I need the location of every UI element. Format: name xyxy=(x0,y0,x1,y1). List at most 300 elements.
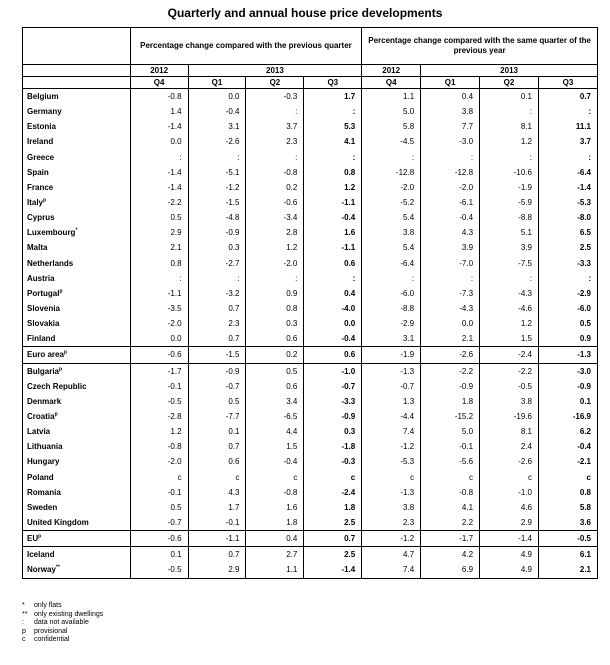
value-cell: 0.0 xyxy=(188,89,246,105)
value-cell: -0.1 xyxy=(188,515,246,531)
value-cell: 2.9 xyxy=(130,225,188,240)
value-cell: -0.7 xyxy=(130,515,188,531)
value-cell: -5.3 xyxy=(362,454,421,469)
value-cell: -1.0 xyxy=(480,485,539,500)
value-cell: 0.5 xyxy=(188,394,246,409)
value-cell: -0.9 xyxy=(538,379,597,394)
value-cell: -4.4 xyxy=(362,409,421,424)
value-cell: 7.7 xyxy=(421,119,480,134)
value-cell: 3.9 xyxy=(421,240,480,255)
value-cell: 3.1 xyxy=(362,331,421,347)
value-cell: 4.1 xyxy=(421,500,480,515)
value-cell: -2.8 xyxy=(130,409,188,424)
value-cell: : xyxy=(480,271,539,286)
value-cell: 2.5 xyxy=(304,515,362,531)
value-cell: -0.3 xyxy=(304,454,362,469)
value-cell: 0.6 xyxy=(188,454,246,469)
year-header: 2012 xyxy=(130,65,188,77)
table-row xyxy=(23,531,598,547)
quarter-header: Q1 xyxy=(421,77,480,89)
value-cell: -0.8 xyxy=(130,439,188,454)
table-row xyxy=(23,256,598,271)
country-name: Czech Republic xyxy=(23,379,131,394)
value-cell: -1.2 xyxy=(362,531,421,547)
value-cell: -2.9 xyxy=(538,286,597,301)
value-cell: c xyxy=(304,470,362,485)
value-cell: -3.0 xyxy=(421,134,480,149)
table-row xyxy=(23,424,598,439)
value-cell: -0.1 xyxy=(130,485,188,500)
value-cell: -1.0 xyxy=(304,363,362,379)
value-cell: -0.7 xyxy=(188,379,246,394)
value-cell: 0.7 xyxy=(304,531,362,547)
value-cell: -0.4 xyxy=(188,104,246,119)
country-name: Cyprus xyxy=(23,210,131,225)
value-cell: : xyxy=(538,150,597,165)
value-cell: 3.7 xyxy=(538,134,597,149)
value-cell: 4.4 xyxy=(246,424,304,439)
value-cell: 0.5 xyxy=(246,363,304,379)
value-cell: 3.8 xyxy=(421,104,480,119)
value-cell: -1.4 xyxy=(130,119,188,134)
value-cell: : xyxy=(304,150,362,165)
value-cell: : xyxy=(304,271,362,286)
value-cell: -1.4 xyxy=(538,180,597,195)
value-cell: -4.3 xyxy=(421,301,480,316)
table-row xyxy=(23,165,598,180)
value-cell: -0.6 xyxy=(130,531,188,547)
value-cell: -2.0 xyxy=(362,180,421,195)
value-cell: c xyxy=(246,470,304,485)
value-cell: 1.1 xyxy=(362,89,421,105)
value-cell: -1.4 xyxy=(304,562,362,578)
value-cell: 0.6 xyxy=(246,379,304,394)
value-cell: 3.9 xyxy=(480,240,539,255)
country-name: Poland xyxy=(23,470,131,485)
value-cell: : xyxy=(362,150,421,165)
country-name: Finland xyxy=(23,331,131,347)
value-cell: -0.5 xyxy=(130,562,188,578)
table-row xyxy=(23,180,598,195)
country-name: United Kingdom xyxy=(23,515,131,531)
value-cell: 6.1 xyxy=(538,547,597,563)
value-cell: 4.1 xyxy=(304,134,362,149)
value-cell: -0.6 xyxy=(130,347,188,363)
value-cell: 5.4 xyxy=(362,210,421,225)
value-cell: -0.4 xyxy=(304,331,362,347)
value-cell: -0.1 xyxy=(421,439,480,454)
value-cell: -4.6 xyxy=(480,301,539,316)
value-cell: : xyxy=(480,104,539,119)
value-cell: -0.9 xyxy=(188,225,246,240)
value-cell: : xyxy=(188,271,246,286)
value-cell: -0.8 xyxy=(246,485,304,500)
value-cell: 0.0 xyxy=(130,331,188,347)
country-name: Croatia$^p$ xyxy=(23,409,131,424)
value-cell: -1.1 xyxy=(304,240,362,255)
quarter-header: Q4 xyxy=(130,77,188,89)
value-cell: 6.9 xyxy=(421,562,480,578)
value-cell: -0.4 xyxy=(304,210,362,225)
value-cell: -2.7 xyxy=(188,256,246,271)
value-cell: -7.7 xyxy=(188,409,246,424)
value-cell: 0.4 xyxy=(421,89,480,105)
house-price-table xyxy=(22,27,598,579)
quarter-header: Q3 xyxy=(304,77,362,89)
value-cell: 1.2 xyxy=(246,240,304,255)
value-cell: -1.9 xyxy=(480,180,539,195)
value-cell: -1.3 xyxy=(362,485,421,500)
group-header-previous-quarter: Percentage change compared with the previous quarter xyxy=(130,28,362,65)
value-cell: -7.3 xyxy=(421,286,480,301)
quarter-header: Q3 xyxy=(538,77,597,89)
corner-cell xyxy=(23,28,131,65)
value-cell: -5.9 xyxy=(480,195,539,210)
value-cell: -2.6 xyxy=(421,347,480,363)
value-cell: 2.1 xyxy=(130,240,188,255)
table-row xyxy=(23,547,598,563)
value-cell: 3.4 xyxy=(246,394,304,409)
table-row xyxy=(23,301,598,316)
value-cell: -0.1 xyxy=(130,379,188,394)
value-cell: 0.3 xyxy=(246,316,304,331)
footnote: c confidential xyxy=(22,636,70,643)
value-cell: -2.2 xyxy=(480,363,539,379)
value-cell: -1.3 xyxy=(538,347,597,363)
value-cell: -1.2 xyxy=(188,180,246,195)
table-row xyxy=(23,286,598,301)
country-name: Malta xyxy=(23,240,131,255)
value-cell: -0.5 xyxy=(130,394,188,409)
value-cell: 4.3 xyxy=(188,485,246,500)
value-cell: 0.5 xyxy=(538,316,597,331)
value-cell: 2.1 xyxy=(538,562,597,578)
country-name: France xyxy=(23,180,131,195)
country-name: Austria xyxy=(23,271,131,286)
value-cell: -12.8 xyxy=(421,165,480,180)
value-cell: -0.5 xyxy=(480,379,539,394)
value-cell: -5.3 xyxy=(538,195,597,210)
table-row xyxy=(23,347,598,363)
value-cell: -0.5 xyxy=(538,531,597,547)
country-name: Greece xyxy=(23,150,131,165)
country-name: Bulgaria$^p$ xyxy=(23,363,131,379)
value-cell: 1.2 xyxy=(304,180,362,195)
country-name: Iceland xyxy=(23,547,131,563)
table-row xyxy=(23,331,598,347)
table-row xyxy=(23,271,598,286)
value-cell: 2.3 xyxy=(188,316,246,331)
value-cell: -1.7 xyxy=(421,531,480,547)
value-cell: 0.2 xyxy=(246,347,304,363)
value-cell: 0.3 xyxy=(304,424,362,439)
value-cell: 0.7 xyxy=(538,89,597,105)
country-name: Luxembourg* xyxy=(23,225,131,240)
year-header: 2012 xyxy=(362,65,421,77)
value-cell: c xyxy=(538,470,597,485)
value-cell: 3.6 xyxy=(538,515,597,531)
value-cell: -6.0 xyxy=(362,286,421,301)
table-row xyxy=(23,316,598,331)
value-cell: -4.3 xyxy=(480,286,539,301)
value-cell: 4.3 xyxy=(421,225,480,240)
value-cell: -0.9 xyxy=(304,409,362,424)
quarter-header: Q2 xyxy=(246,77,304,89)
country-name: Slovenia xyxy=(23,301,131,316)
value-cell: 0.1 xyxy=(130,547,188,563)
value-cell: -0.9 xyxy=(421,379,480,394)
value-cell: 3.8 xyxy=(362,500,421,515)
value-cell: 1.8 xyxy=(421,394,480,409)
country-name: Germany xyxy=(23,104,131,119)
value-cell: -4.5 xyxy=(362,134,421,149)
table-row xyxy=(23,225,598,240)
value-cell: c xyxy=(421,470,480,485)
value-cell: -19.6 xyxy=(480,409,539,424)
value-cell: -3.3 xyxy=(538,256,597,271)
value-cell: 0.7 xyxy=(188,331,246,347)
table-row xyxy=(23,363,598,379)
value-cell: 0.5 xyxy=(130,500,188,515)
value-cell: -2.6 xyxy=(188,134,246,149)
value-cell: 2.9 xyxy=(480,515,539,531)
value-cell: : xyxy=(304,104,362,119)
value-cell: 1.7 xyxy=(188,500,246,515)
value-cell: 5.0 xyxy=(362,104,421,119)
value-cell: 4.6 xyxy=(480,500,539,515)
value-cell: -1.9 xyxy=(362,347,421,363)
value-cell: 6.5 xyxy=(538,225,597,240)
value-cell: 11.1 xyxy=(538,119,597,134)
table-row xyxy=(23,89,598,105)
value-cell: 0.9 xyxy=(246,286,304,301)
table-row xyxy=(23,240,598,255)
country-name: Spain xyxy=(23,165,131,180)
value-cell: 0.1 xyxy=(480,89,539,105)
country-name: Italy$^p$ xyxy=(23,195,131,210)
country-name: Lithuania xyxy=(23,439,131,454)
value-cell: -1.1 xyxy=(130,286,188,301)
value-cell: -7.0 xyxy=(421,256,480,271)
table-row xyxy=(23,454,598,469)
value-cell: 7.4 xyxy=(362,424,421,439)
group-header-previous-year: Percentage change compared with the same quarter of the previous year xyxy=(362,28,598,65)
value-cell: 1.2 xyxy=(130,424,188,439)
value-cell: : xyxy=(130,150,188,165)
value-cell: 5.4 xyxy=(362,240,421,255)
value-cell: -2.0 xyxy=(421,180,480,195)
quarter-header: Q4 xyxy=(362,77,421,89)
value-cell: 2.7 xyxy=(246,547,304,563)
value-cell: -15.2 xyxy=(421,409,480,424)
quarter-header: Q1 xyxy=(188,77,246,89)
value-cell: -0.6 xyxy=(246,195,304,210)
value-cell: 8.1 xyxy=(480,424,539,439)
value-cell: 1.7 xyxy=(304,89,362,105)
value-cell: 3.1 xyxy=(188,119,246,134)
value-cell: 0.0 xyxy=(304,316,362,331)
year-header: 2013 xyxy=(421,65,598,77)
table-row xyxy=(23,119,598,134)
value-cell: c xyxy=(130,470,188,485)
table-row xyxy=(23,409,598,424)
value-cell: : xyxy=(421,271,480,286)
value-cell: 0.0 xyxy=(130,134,188,149)
value-cell: -4.8 xyxy=(188,210,246,225)
value-cell: 0.3 xyxy=(188,240,246,255)
corner-cell xyxy=(23,77,131,89)
value-cell: : xyxy=(538,271,597,286)
value-cell: 1.8 xyxy=(304,500,362,515)
value-cell: -3.3 xyxy=(304,394,362,409)
value-cell: 1.5 xyxy=(480,331,539,347)
value-cell: 2.5 xyxy=(304,547,362,563)
value-cell: 1.4 xyxy=(130,104,188,119)
value-cell: -1.2 xyxy=(362,439,421,454)
value-cell: -1.1 xyxy=(304,195,362,210)
value-cell: 1.2 xyxy=(480,316,539,331)
value-cell: 1.5 xyxy=(246,439,304,454)
value-cell: 0.4 xyxy=(246,531,304,547)
value-cell: -3.5 xyxy=(130,301,188,316)
value-cell: : xyxy=(246,104,304,119)
country-name: Norway** xyxy=(23,562,131,578)
value-cell: : xyxy=(246,150,304,165)
value-cell: : xyxy=(130,271,188,286)
value-cell: 0.2 xyxy=(246,180,304,195)
value-cell: 8.1 xyxy=(480,119,539,134)
value-cell: 4.7 xyxy=(362,547,421,563)
footnote: : data not available xyxy=(22,619,89,626)
value-cell: 2.1 xyxy=(421,331,480,347)
value-cell: -6.5 xyxy=(246,409,304,424)
value-cell: 0.6 xyxy=(304,347,362,363)
country-name: Denmark xyxy=(23,394,131,409)
footnote: ** only existing dwellings xyxy=(22,610,104,618)
value-cell: 2.3 xyxy=(246,134,304,149)
value-cell: 1.8 xyxy=(246,515,304,531)
value-cell: 2.9 xyxy=(188,562,246,578)
country-name: $EU^p$ xyxy=(23,531,131,547)
table-title: Quarterly and annual house price developments xyxy=(167,6,443,20)
value-cell: -6.0 xyxy=(538,301,597,316)
table-row xyxy=(23,379,598,394)
country-name: Latvia xyxy=(23,424,131,439)
value-cell: 3.7 xyxy=(246,119,304,134)
table-row xyxy=(23,562,598,578)
value-cell: 0.1 xyxy=(188,424,246,439)
value-cell: : xyxy=(421,150,480,165)
value-cell: -1.5 xyxy=(188,195,246,210)
value-cell: -6.4 xyxy=(538,165,597,180)
value-cell: -2.1 xyxy=(538,454,597,469)
value-cell: -2.4 xyxy=(304,485,362,500)
value-cell: -1.8 xyxy=(304,439,362,454)
value-cell: -1.1 xyxy=(188,531,246,547)
value-cell: 0.1 xyxy=(538,394,597,409)
country-name: Hungary xyxy=(23,454,131,469)
value-cell: : xyxy=(480,150,539,165)
footnote: p provisional xyxy=(22,627,68,635)
value-cell: -0.8 xyxy=(246,165,304,180)
value-cell: -12.8 xyxy=(362,165,421,180)
footnote: * only flats xyxy=(22,602,62,609)
value-cell: 0.8 xyxy=(304,165,362,180)
value-cell: -8.8 xyxy=(480,210,539,225)
value-cell: c xyxy=(480,470,539,485)
table-row xyxy=(23,470,598,485)
value-cell: -7.5 xyxy=(480,256,539,271)
country-name: Romania xyxy=(23,485,131,500)
value-cell: 6.2 xyxy=(538,424,597,439)
value-cell: 1.6 xyxy=(246,500,304,515)
table-row xyxy=(23,134,598,149)
value-cell: -1.4 xyxy=(130,180,188,195)
table-row xyxy=(23,150,598,165)
value-cell: 2.8 xyxy=(246,225,304,240)
value-cell: 0.9 xyxy=(538,331,597,347)
table-row xyxy=(23,439,598,454)
value-cell: 0.0 xyxy=(421,316,480,331)
value-cell: 0.6 xyxy=(246,331,304,347)
value-cell: 0.5 xyxy=(130,210,188,225)
value-cell: -2.9 xyxy=(362,316,421,331)
value-cell: : xyxy=(362,271,421,286)
value-cell: 4.9 xyxy=(480,547,539,563)
value-cell: : xyxy=(246,271,304,286)
country-name: Netherlands xyxy=(23,256,131,271)
value-cell: : xyxy=(538,104,597,119)
table-row xyxy=(23,104,598,119)
table-body xyxy=(23,89,598,579)
value-cell: 0.8 xyxy=(130,256,188,271)
value-cell: -0.4 xyxy=(246,454,304,469)
value-cell: -2.2 xyxy=(421,363,480,379)
value-cell: -16.9 xyxy=(538,409,597,424)
value-cell: -3.0 xyxy=(538,363,597,379)
value-cell: 2.2 xyxy=(421,515,480,531)
value-cell: -0.8 xyxy=(421,485,480,500)
value-cell: -3.4 xyxy=(246,210,304,225)
value-cell: -2.0 xyxy=(130,454,188,469)
value-cell: 1.6 xyxy=(304,225,362,240)
quarter-header: Q2 xyxy=(480,77,539,89)
value-cell: 0.7 xyxy=(188,301,246,316)
value-cell: 5.3 xyxy=(304,119,362,134)
value-cell: 7.4 xyxy=(362,562,421,578)
value-cell: 4.2 xyxy=(421,547,480,563)
value-cell: 5.1 xyxy=(480,225,539,240)
value-cell: -8.8 xyxy=(362,301,421,316)
value-cell: 5.8 xyxy=(362,119,421,134)
country-name: Euro area$^p$ xyxy=(23,347,131,363)
table-row xyxy=(23,500,598,515)
country-name: Ireland xyxy=(23,134,131,149)
value-cell: 5.0 xyxy=(421,424,480,439)
value-cell: 0.4 xyxy=(304,286,362,301)
value-cell: 2.3 xyxy=(362,515,421,531)
value-cell: -8.0 xyxy=(538,210,597,225)
value-cell: -3.2 xyxy=(188,286,246,301)
country-name: Sweden xyxy=(23,500,131,515)
value-cell: -0.7 xyxy=(304,379,362,394)
value-cell: -5.2 xyxy=(362,195,421,210)
value-cell: : xyxy=(188,150,246,165)
value-cell: -0.3 xyxy=(246,89,304,105)
corner-cell xyxy=(23,65,131,77)
value-cell: -1.5 xyxy=(188,347,246,363)
value-cell: -2.4 xyxy=(480,347,539,363)
